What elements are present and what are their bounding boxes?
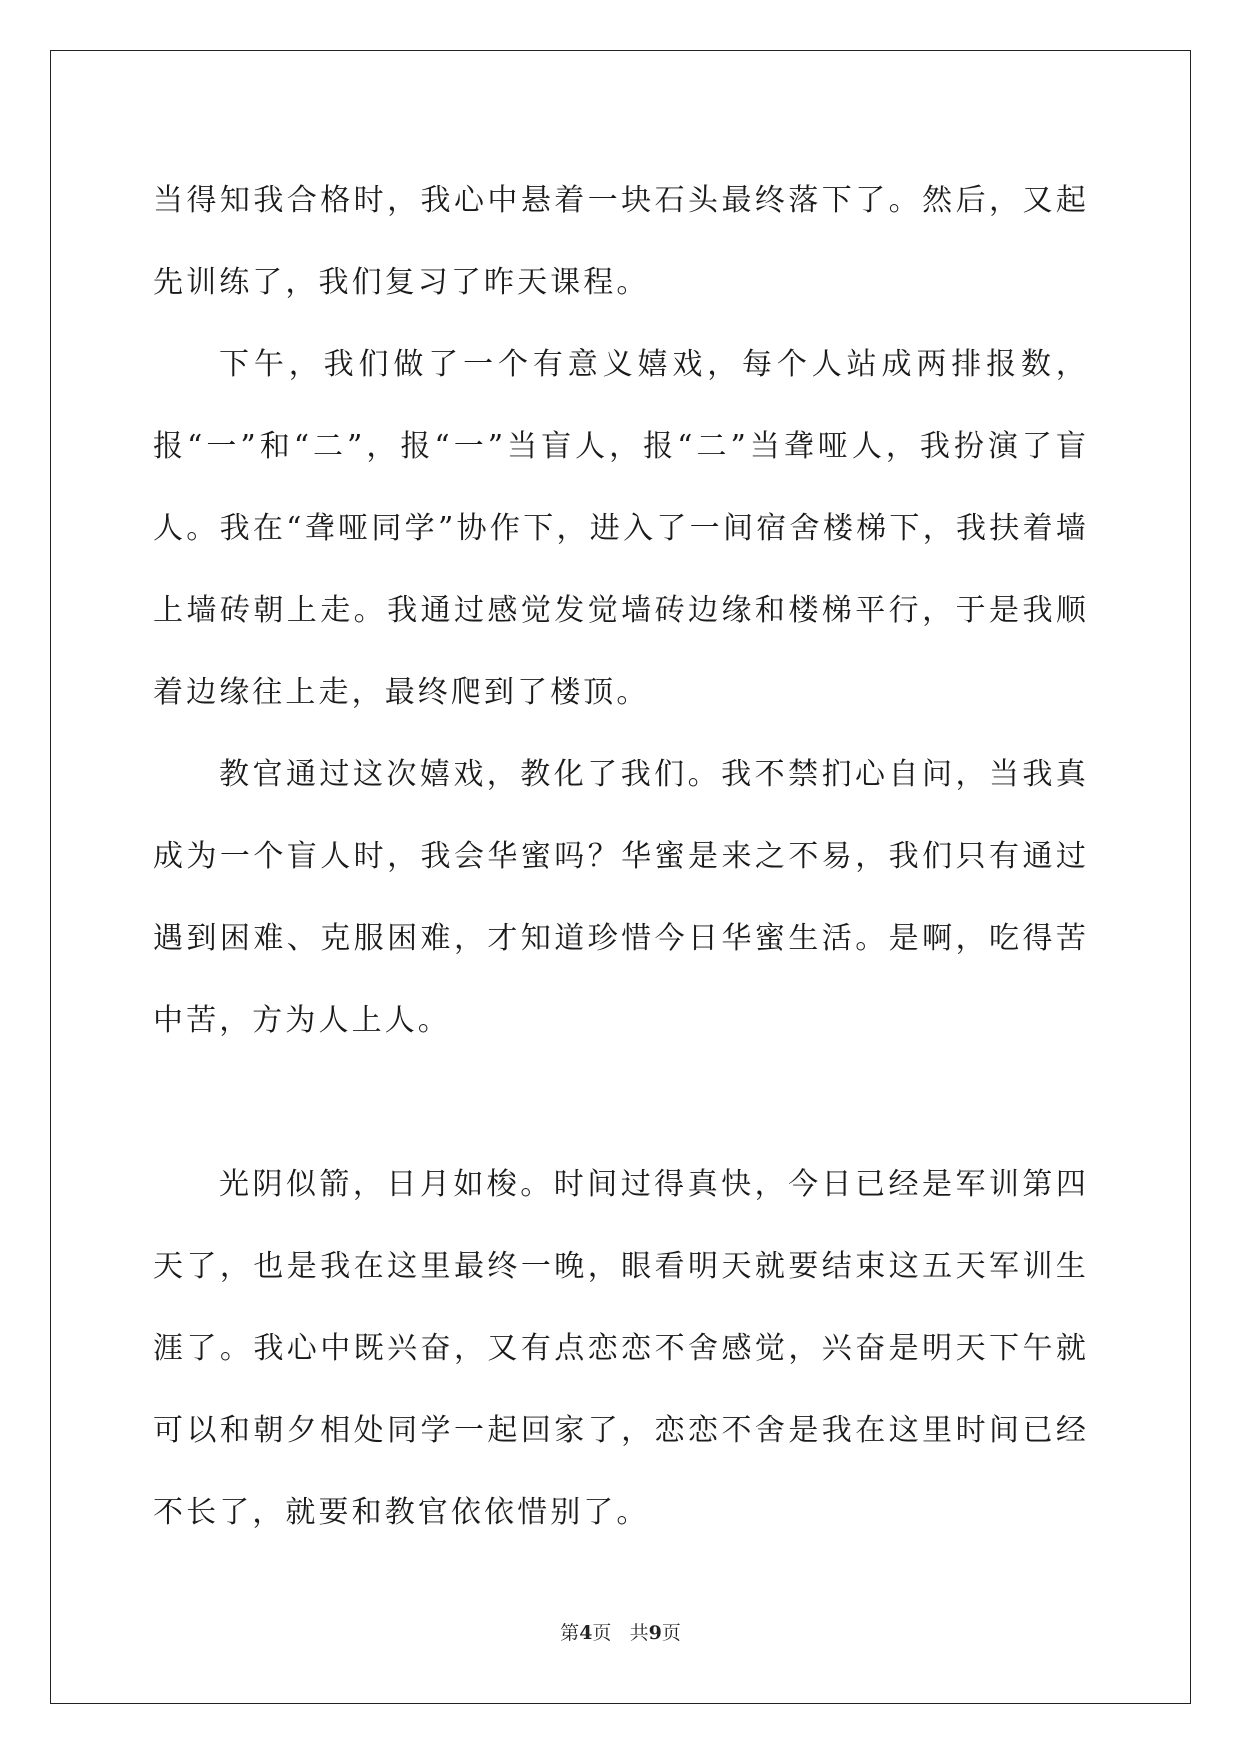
footer-page-number: 4 [579,1622,593,1644]
paragraph-2: 下午，我们做了一个有意义嬉戏，每个人站成两排报数，报“一”和“二”，报“一”当盲人，报“二”当聋哑人，我扮演了盲人。我在“聋哑同学”协作下，进入了一间宿舍楼梯下，我扶着墙上墙砖朝上走。我通过感觉发觉墙砖边缘和楼梯平行，于是我顺着边缘往上走，最终爬到了楼顶。 [153,347,1089,710]
document-body [153,160,1089,1554]
paragraph-1: 当得知我合格时，我心中悬着一块石头最终落下了。然后，又起先训练了，我们复习了昨天课程。 [153,183,1089,300]
paragraph-4: 光阴似箭，日月如梭。时间过得真快，今日已经是军训第四天了，也是我在这里最终一晚，眼看明天就要结束这五天军训生涯了。我心中既兴奋，又有点恋恋不舍感觉，兴奋是明天下午就可以和朝夕相处同学一起回家了，恋恋不舍是我在这里时间已经不长了，就要和教官依依惜别了。 [153,1167,1089,1530]
footer-total-suffix: 页 [661,1622,681,1644]
page-footer [0,1621,1241,1645]
footer-page-suffix: 页 [592,1622,612,1644]
footer-total-pages: 9 [648,1622,662,1644]
paragraph-3: 教官通过这次嬉戏，教化了我们。我不禁扪心自问，当我真成为一个盲人时，我会华蜜吗？华蜜是来之不易，我们只有通过遇到困难、克服困难，才知道珍惜今日华蜜生活。是啊，吃得苦中苦，方为人上人。 [153,757,1089,1038]
footer-total-prefix: 共 [629,1622,649,1644]
footer-page-prefix: 第 [560,1622,580,1644]
paragraph-gap [153,1062,1089,1144]
